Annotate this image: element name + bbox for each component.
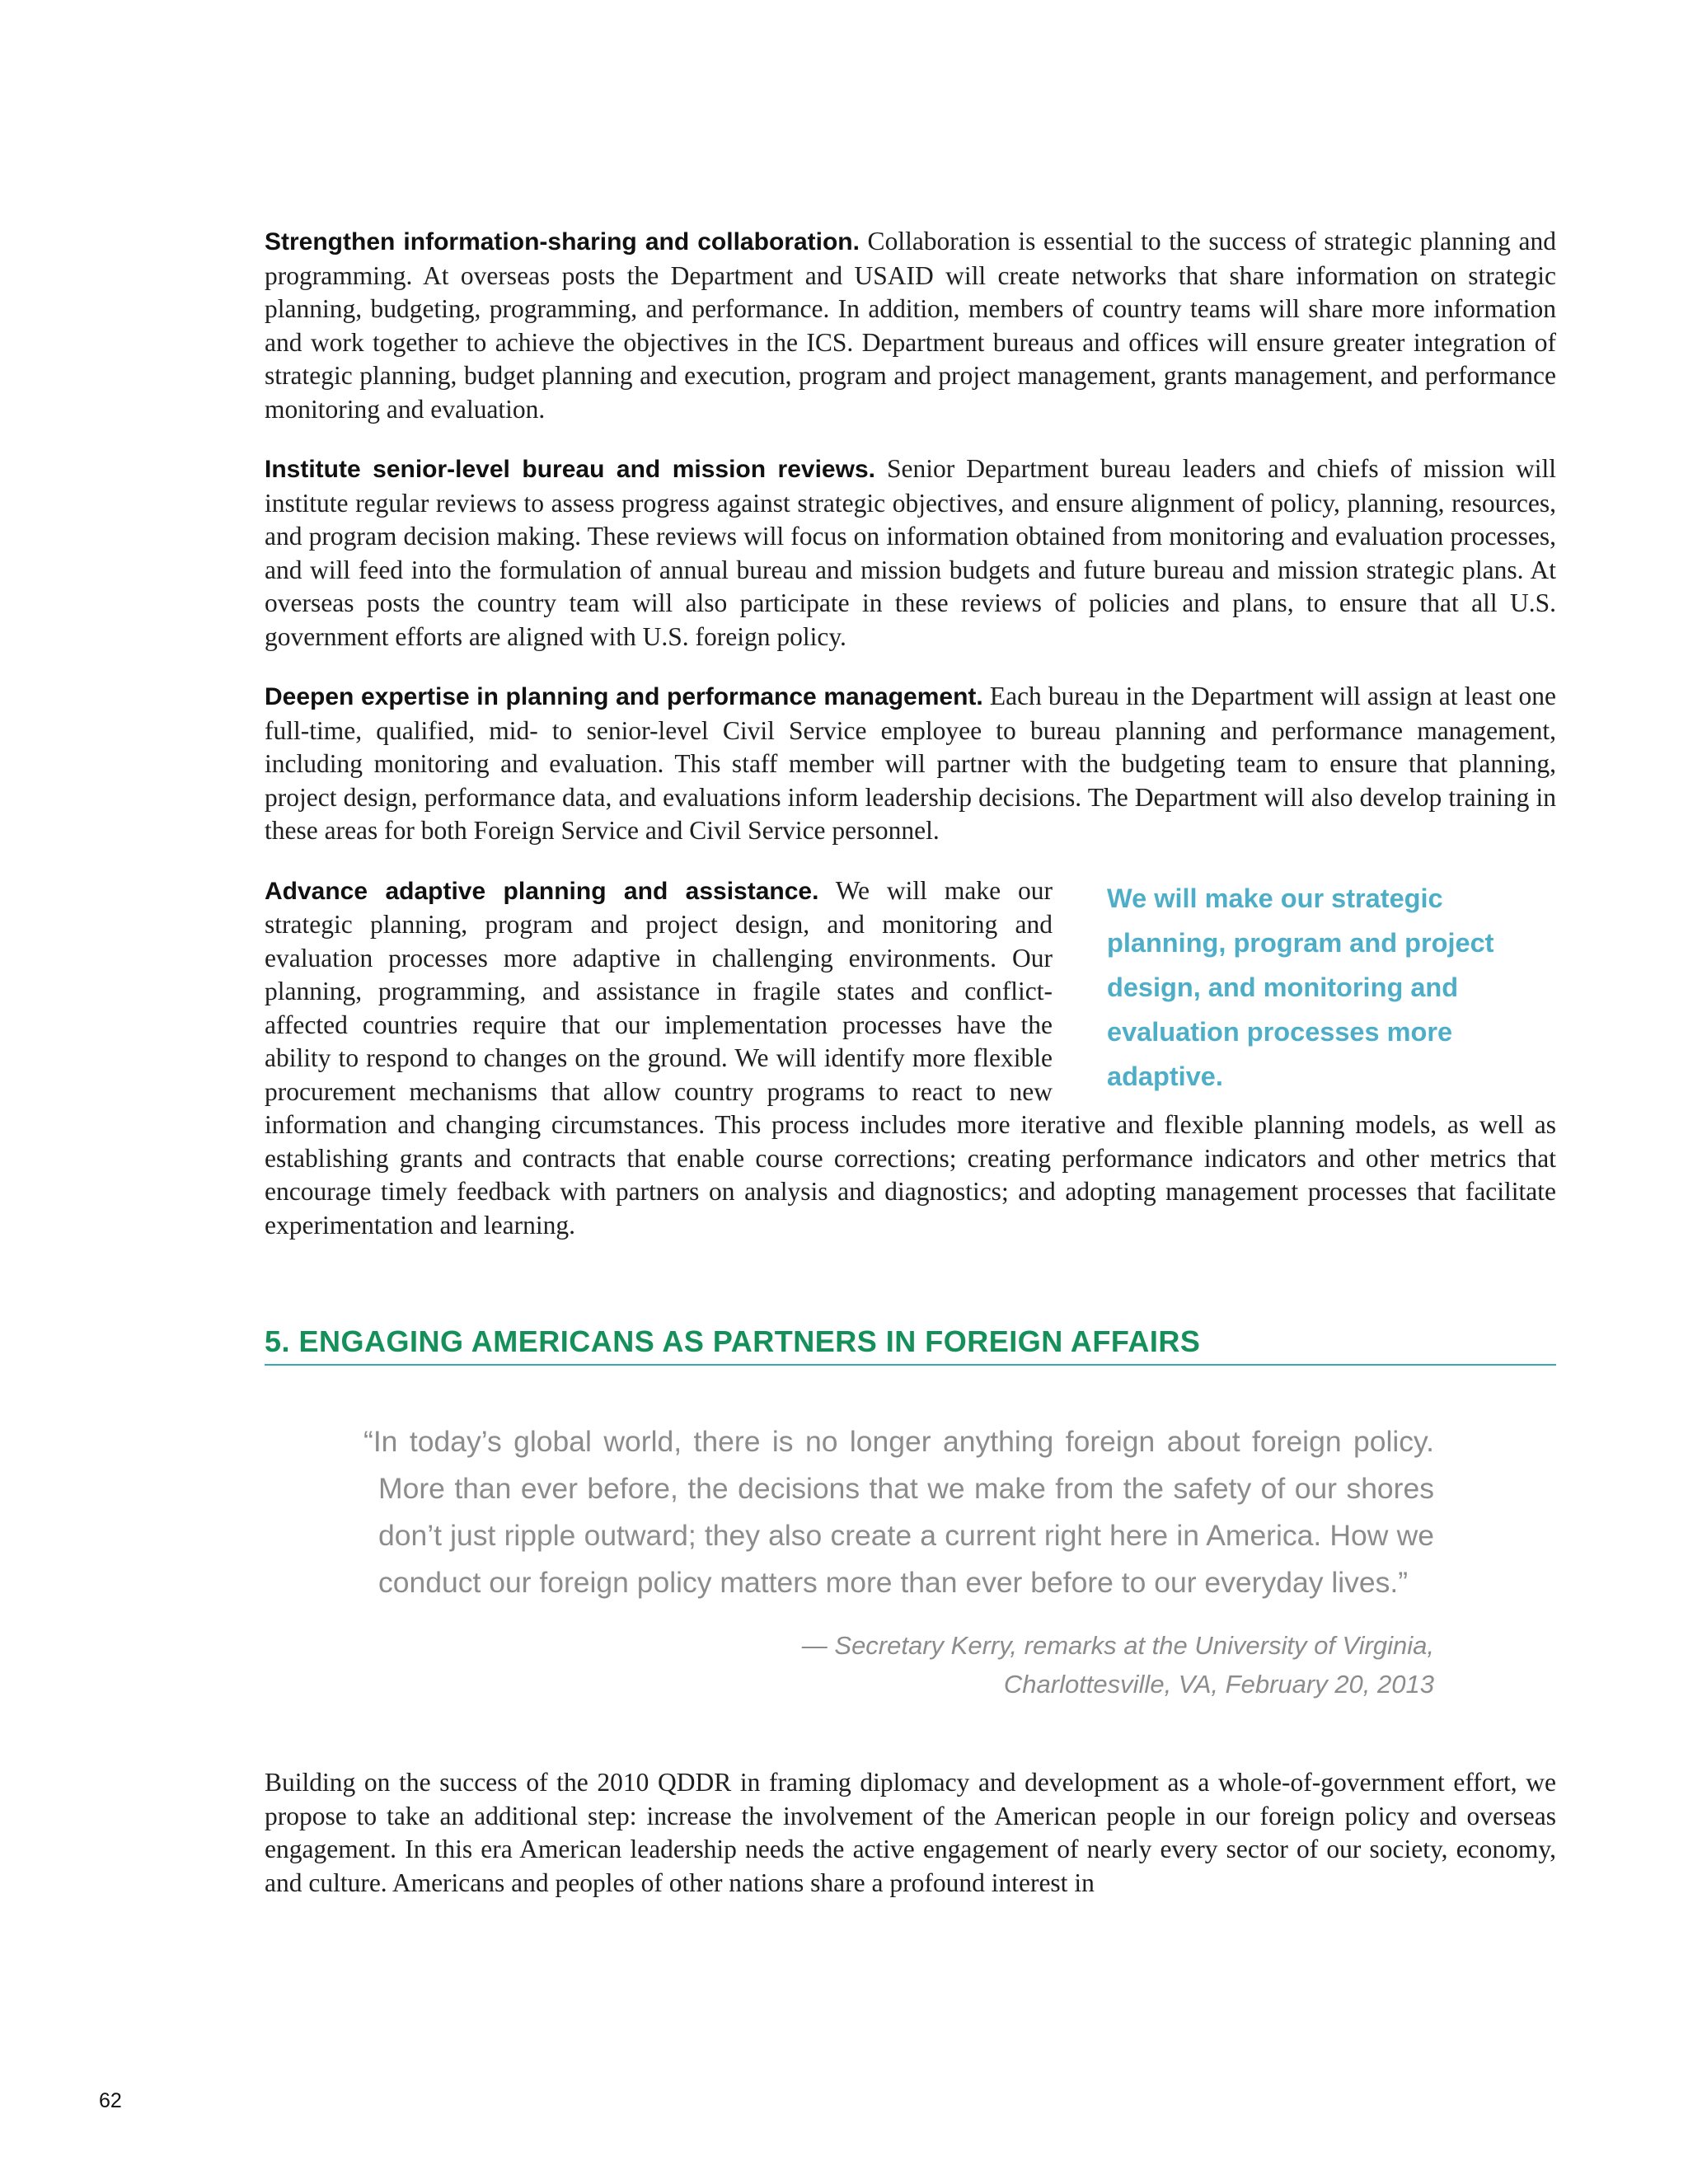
paragraph-lead: Deepen expertise in planning and performance management.	[265, 683, 983, 710]
paragraph-text: Collaboration is essential to the success of strategic planning and programming. At overseas posts the Department and USAID will create networks that share information on strategic planning, budgeting, programming, and performance. In addition, members of country teams will share more information and work together to achieve the objectives in the ICS. Department bureaus and offices will ensure greater integration of strategic planning, budget planning and execution, program and project management, grants management, and performance monitoring and evaluation.	[265, 227, 1556, 424]
paragraph-text: We will make our strategic planning, program and project design, and monitoring and evaluation processes more adaptive in challenging environments. Our planning, programming, and assistance in fragile states and conflict-affected countries require that our implementation processes have the ability to respond to changes on the ground. We will identify more flexible procurement mechanisms that allow country programs to react to new information and changing circumstances. This process includes more iterative and flexible planning models, as well as establishing grants and contracts that enable course corrections; creating performance indicators and other metrics that encourage timely feedback with partners on analysis and diagnostics; and adopting management processes that facilitate experimentation and learning.	[265, 875, 1556, 1240]
paragraph-lead: Strengthen information-sharing and collaboration.	[265, 228, 860, 255]
paragraph-senior-reviews	[265, 452, 1556, 654]
attribution-line-1: — Secretary Kerry, remarks at the University of Virginia,	[801, 1631, 1434, 1660]
section-title: 5. ENGAGING AMERICANS AS PARTNERS IN FOREIGN AFFAIRS	[265, 1324, 1556, 1366]
page-number: 62	[99, 2089, 122, 2112]
adaptive-planning-block	[265, 874, 1556, 1243]
paragraph-text: Each bureau in the Department will assign at least one full-time, qualified, mid- to senior-level Civil Service employee to bureau planning and performance management, including monitoring and evaluation. This staff member will partner with the budgeting team to ensure that planning, project design, performance data, and evaluations inform leadership decisions. The Department will also develop training in these areas for both Foreign Service and Civil Service personnel.	[265, 682, 1556, 845]
quote-block	[363, 1418, 1434, 1704]
quote-attribution	[363, 1626, 1434, 1704]
paragraph-text: Senior Department bureau leaders and chiefs of mission will institute regular reviews to assess progress against strategic objectives, and ensure alignment of policy, planning, resources, and program decision making. These reviews will focus on information obtained from monitoring and evaluation processes, and will feed into the formulation of annual bureau and mission budgets and future bureau and mission strategic plans. At overseas posts the country team will also participate in these reviews of policies and plans, to ensure that all U.S. government efforts are aligned with U.S. foreign policy.	[265, 454, 1556, 651]
page-content	[265, 225, 1556, 1926]
paragraph-information-sharing	[265, 225, 1556, 426]
attribution-line-2: Charlottesville, VA, February 20, 2013	[1003, 1670, 1434, 1699]
pull-quote: We will make our strategic planning, program and project design, and monitoring and evaluation processes more adaptive.	[1107, 883, 1494, 1091]
paragraph-deepen-expertise	[265, 680, 1556, 848]
paragraph-lead: Advance adaptive planning and assistance.	[265, 877, 819, 905]
closing-paragraph: Building on the success of the 2010 QDDR in framing diplomacy and development as a whole-of-government effort, we propose to take an additional step: increase the involvement of the American people in our foreign policy and overseas engagement. In this era American leadership needs the active engagement of nearly every sector of our society, economy, and culture. Americans and peoples of other nations share a profound interest in	[265, 1768, 1556, 1897]
paragraph-lead: Institute senior-level bureau and mission reviews.	[265, 456, 875, 483]
quote-text: “In today’s global world, there is no longer anything foreign about foreign policy. More than ever before, the decisions that we make from the safety of our shores don’t just ripple outward; they also create a current right here in America. How we conduct our foreign policy matters more than ever before to our everyday lives.”	[363, 1425, 1434, 1599]
